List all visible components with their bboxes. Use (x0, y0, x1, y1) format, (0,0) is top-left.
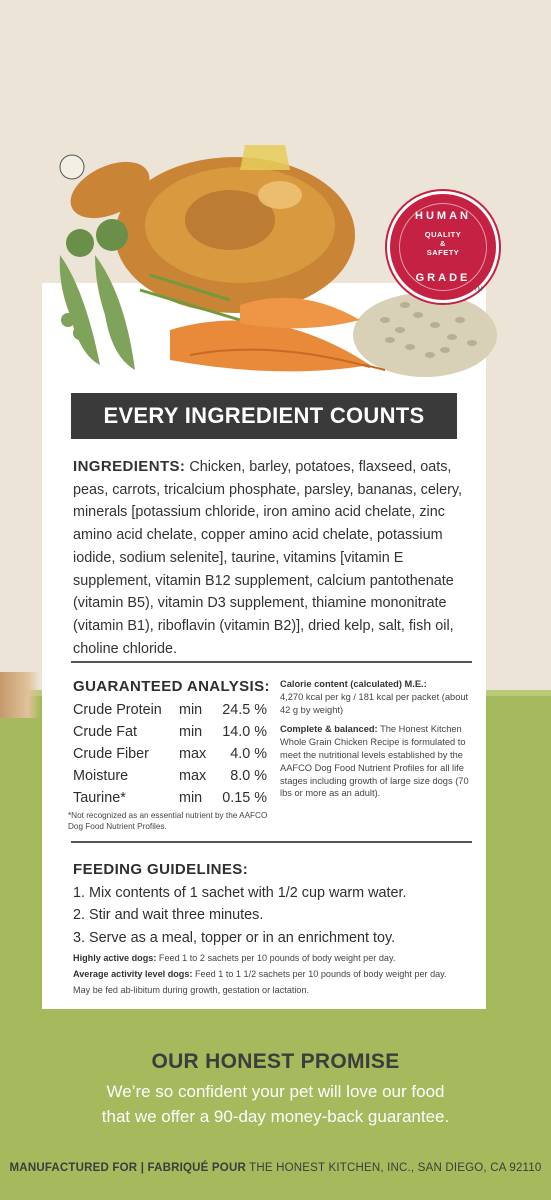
divider (71, 841, 472, 843)
analysis-row (73, 699, 273, 721)
analysis-footnote: *Not recognized as an essential nutrient by the AAFCO Dog Food Nutrient Profiles. (68, 811, 268, 831)
calorie-label: Calorie content (calculated) M.E.: (280, 679, 427, 689)
honest-promise-text (0, 1079, 551, 1129)
analysis-minmax: min (179, 724, 203, 740)
every-ingredient-banner: EVERY INGREDIENT COUNTS (71, 393, 457, 439)
feeding-step: 3. Serve as a meal, topper or in an enrichment toy. (73, 929, 396, 946)
feeding-note-adlib: May be fed ab-libitum during growth, gestation or lactation. (73, 985, 310, 996)
manufacturer-text: THE HONEST KITCHEN, INC., SAN DIEGO, CA 92110 (249, 1162, 542, 1174)
feeding-steps (73, 882, 407, 949)
analysis-name: Taurine* (73, 790, 126, 806)
feeding-step: 2. Stir and wait three minutes. (73, 907, 264, 924)
guaranteed-analysis-table (73, 699, 273, 809)
badge-middle-line: SAFETY (426, 248, 460, 257)
divider (71, 661, 472, 663)
average-activity-text: Feed 1 to 1 1/2 sachets per 10 pounds of body weight per day. (194, 969, 447, 980)
feeding-step: 1. Mix contents of 1 sachet with 1/2 cup warm water. (73, 885, 407, 901)
complete-balanced-label: Complete & balanced: (280, 724, 378, 735)
analysis-row (73, 787, 273, 809)
feeding-notes (73, 950, 473, 999)
manufacturer-label: MANUFACTURED FOR | FABRIQUÉ POUR (9, 1162, 246, 1174)
ingredients-paragraph (73, 456, 473, 660)
trademark-mark: TM (474, 287, 483, 293)
analysis-name: Crude Protein (73, 702, 162, 718)
analysis-name: Moisture (73, 768, 129, 784)
promise-line: that we offer a 90-day money-back guarantee. (101, 1107, 450, 1126)
feeding-note-highly (73, 950, 473, 966)
guaranteed-analysis-title: GUARANTEED ANALYSIS: (73, 678, 270, 695)
analysis-row (73, 721, 273, 743)
ingredients-label: INGREDIENTS: (73, 458, 186, 475)
analysis-value: 14.0 % (222, 724, 267, 740)
analysis-row (73, 743, 273, 765)
promise-line: We’re so confident your pet will love our food (106, 1082, 445, 1101)
badge-middle-line: & (440, 239, 446, 248)
average-activity-label: Average activity level dogs: (73, 969, 193, 980)
feeding-note-average (73, 966, 473, 982)
honest-promise-title: OUR HONEST PROMISE (151, 1050, 400, 1073)
complete-balanced-paragraph (280, 723, 476, 800)
analysis-value: 8.0 % (230, 768, 267, 784)
analysis-row (73, 765, 273, 787)
analysis-minmax: min (179, 702, 203, 718)
analysis-minmax: max (179, 768, 207, 784)
analysis-minmax: max (179, 746, 207, 762)
complete-balanced-text: The Honest Kitchen Whole Grain Chicken Recipe is formulated to meet the nutritional levels established by the AAFCO Dog Food Nutrient Profiles for all life stages including growth of large size dogs (70 lbs or more as an adult). (280, 724, 469, 799)
badge-middle-text (390, 230, 496, 257)
calorie-paragraph (280, 678, 476, 716)
analysis-value: 4.0 % (230, 746, 267, 762)
badge-middle-line: QUALITY (424, 230, 462, 239)
calorie-text: 4,270 kcal per kg / 181 kcal per packet (about 42 g by weight) (280, 691, 469, 715)
analysis-name: Crude Fiber (73, 746, 149, 762)
analysis-minmax: min (179, 790, 203, 806)
highly-active-text: Feed 1 to 2 sachets per 10 pounds of body weight per day. (158, 953, 396, 963)
feeding-guidelines-title: FEEDING GUIDELINES: (73, 861, 249, 878)
ingredients-text: Chicken, barley, potatoes, flaxseed, oats, peas, carrots, tricalcium phosphate, parsley, bananas, celery, minerals [potassium chloride, iron amino acid chelate, zinc amino acid chelate, copper amino acid chelate, potassium iodide, sodium selenite], taurine, vitamins [vitamin E supplement, vitamin B12 supplement, calcium pantothenate (vitamin B5), vitamin D3 supplement, thiamine mononitrate (vitamin B1), riboflavin (vitamin B2)], dried kelp, salt, fish oil, choline chloride. (73, 459, 463, 657)
analysis-value: 24.5 % (222, 702, 267, 718)
highly-active-label: Highly active dogs: (73, 953, 157, 963)
bag-edge-shading (0, 672, 40, 718)
manufacturer-line (0, 1162, 551, 1174)
badge-bottom-text: GRADE (415, 272, 471, 284)
badge-top-text: HUMAN (415, 210, 471, 222)
calorie-content-block (280, 678, 476, 807)
analysis-value: 0.15 % (222, 790, 267, 806)
analysis-name: Crude Fat (73, 724, 137, 740)
